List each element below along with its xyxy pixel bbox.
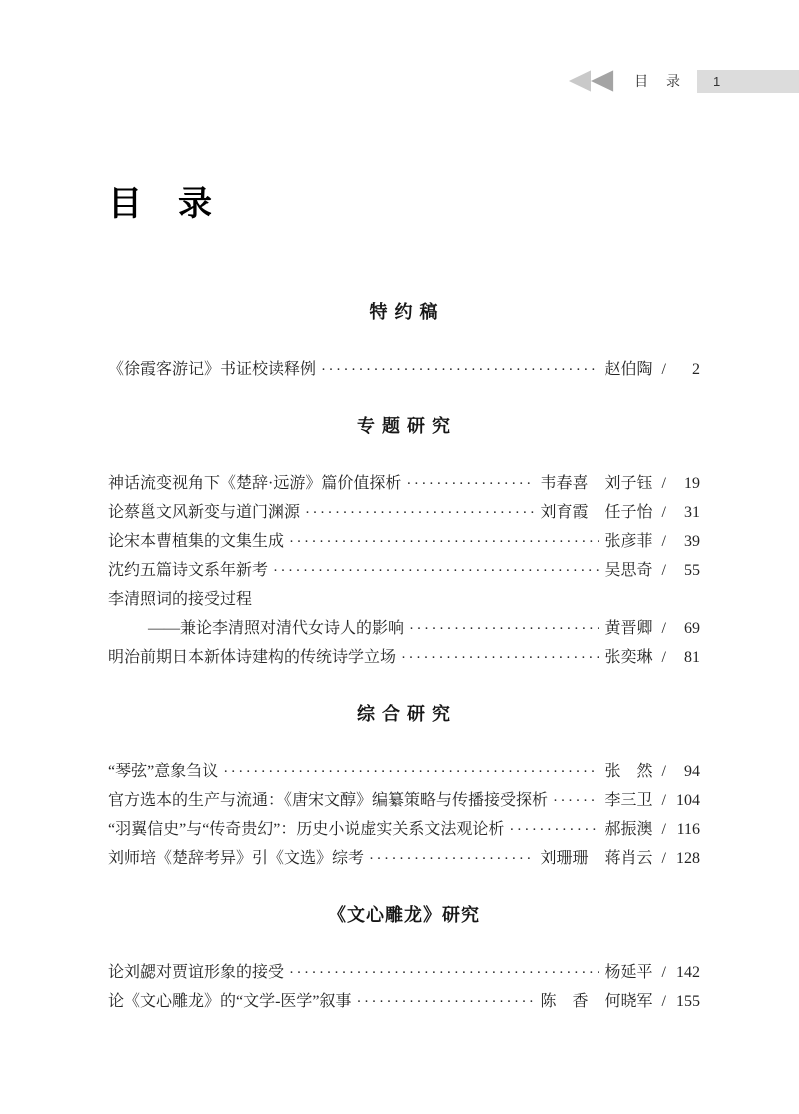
slash-separator: / <box>661 620 666 637</box>
dot-leader <box>273 556 599 586</box>
page-number-box <box>697 70 799 93</box>
entry-title: 沈约五篇诗文系年新考 <box>108 562 269 579</box>
toc-section <box>108 300 700 384</box>
entry-authors: 刘育霞 任子怡 <box>540 504 653 521</box>
toc-entry-row <box>108 556 700 585</box>
entry-page-number: 81 <box>684 649 700 666</box>
toc-sections <box>108 300 700 1016</box>
entry-title: 神话流变视角下《楚辞·远游》篇价值探析 <box>108 475 402 492</box>
slash-separator: / <box>661 850 666 867</box>
slash-separator: / <box>661 504 666 521</box>
dot-leader <box>409 614 599 644</box>
slash-separator: / <box>661 475 666 492</box>
toc-entry-row <box>108 757 700 786</box>
entry-authors: 吴思奇 <box>604 562 653 579</box>
entry-authors: 刘珊珊 蒋肖云 <box>540 850 653 867</box>
entry-page-number: 142 <box>676 964 700 981</box>
entry-page-number: 116 <box>676 821 700 838</box>
section-entries <box>108 958 700 1016</box>
entry-title: 论宋本曹植集的文集生成 <box>108 533 285 550</box>
dot-leader <box>406 469 534 499</box>
page-header <box>0 68 799 94</box>
dot-leader <box>357 987 535 1017</box>
toc-entry-row <box>108 958 700 987</box>
main-title: 目 录 <box>108 186 213 223</box>
dot-leader <box>305 498 535 528</box>
slash-separator: / <box>661 821 666 838</box>
slash-separator: / <box>661 792 666 809</box>
entry-title: “琴弦”意象刍议 <box>108 763 219 780</box>
entry-page-number: 94 <box>684 763 700 780</box>
entry-authors: 张奕琳 <box>604 649 653 666</box>
dot-leader <box>223 757 598 787</box>
entry-title: 官方选本的生产与流通：《唐宋文醇》编纂策略与传播接受探析 <box>108 792 549 809</box>
slash-separator: / <box>661 361 666 378</box>
entry-authors: 李三卫 <box>604 792 653 809</box>
entry-title: 论《文心雕龙》的“文学-医学”叙事 <box>108 993 352 1010</box>
toc-entry-row <box>108 987 700 1016</box>
entry-page-number: 19 <box>684 475 700 492</box>
double-left-chevron-icon <box>566 69 616 93</box>
entry-page-number: 155 <box>676 993 700 1010</box>
slash-separator: / <box>661 562 666 579</box>
entry-page-number: 39 <box>684 533 700 550</box>
dot-leader <box>289 527 599 557</box>
toc-entry-row <box>108 527 700 556</box>
entry-page-number: 104 <box>676 792 700 809</box>
slash-separator: / <box>661 993 666 1010</box>
toc-entry-row <box>108 643 700 672</box>
toc-entry-row <box>108 614 700 643</box>
entry-title: 刘师培《楚辞考异》引《文选》综考 <box>108 850 365 867</box>
section-heading: 《文心雕龙》研究 <box>328 905 480 925</box>
entry-title: 明治前期日本新体诗建构的传统诗学立场 <box>108 649 397 666</box>
entry-title: “羽翼信史”与“传奇贵幻”：历史小说虚实关系文法观论析 <box>108 821 505 838</box>
toc-entry-row <box>108 585 700 614</box>
dot-leader <box>369 844 535 874</box>
section-entries <box>108 469 700 672</box>
toc-entry-row <box>108 815 700 844</box>
section-heading: 专 题 研 究 <box>356 416 451 436</box>
header-title: 目 录 <box>634 73 687 89</box>
entry-page-number: 69 <box>684 620 700 637</box>
slash-separator: / <box>661 533 666 550</box>
toc-section <box>108 414 700 672</box>
entry-page-number: 31 <box>684 504 700 521</box>
entry-authors: 杨延平 <box>604 964 653 981</box>
slash-separator: / <box>661 763 666 780</box>
entry-title: ——兼论李清照对清代女诗人的影响 <box>148 620 405 637</box>
entry-title: 论蔡邕文风新变与道门渊源 <box>108 504 301 521</box>
slash-separator: / <box>661 964 666 981</box>
entry-authors: 郝振澳 <box>604 821 653 838</box>
entry-authors: 韦春喜 刘子钰 <box>540 475 653 492</box>
entry-authors: 赵伯陶 <box>604 361 653 378</box>
entry-title: 《徐霞客游记》书证校读释例 <box>108 361 317 378</box>
entry-authors: 黄晋卿 <box>604 620 653 637</box>
dot-leader <box>289 958 599 988</box>
toc-entry-row <box>108 498 700 527</box>
section-entries <box>108 757 700 873</box>
entry-title: 李清照词的接受过程 <box>108 591 253 608</box>
toc-section <box>108 903 700 1016</box>
dot-leader <box>509 815 598 845</box>
entry-authors: 张彦菲 <box>604 533 653 550</box>
dot-leader <box>401 643 599 673</box>
toc-entry-row <box>108 469 700 498</box>
entry-page-number: 2 <box>692 361 700 378</box>
entry-title: 论刘勰对贾谊形象的接受 <box>108 964 285 981</box>
entry-authors: 张 然 <box>604 763 653 780</box>
entry-page-number: 55 <box>684 562 700 579</box>
entry-page-number: 128 <box>676 850 700 867</box>
header-page-number: 1 <box>713 73 721 89</box>
section-heading: 特 约 稿 <box>369 302 439 322</box>
section-heading: 综 合 研 究 <box>356 704 451 724</box>
section-entries <box>108 355 700 384</box>
dot-leader <box>553 786 599 816</box>
toc-entry-row <box>108 786 700 815</box>
entry-authors: 陈 香 何晓军 <box>540 993 653 1010</box>
toc-entry-row <box>108 844 700 873</box>
slash-separator: / <box>661 649 666 666</box>
dot-leader <box>321 355 599 385</box>
toc-entry-row <box>108 355 700 384</box>
toc-section <box>108 702 700 873</box>
